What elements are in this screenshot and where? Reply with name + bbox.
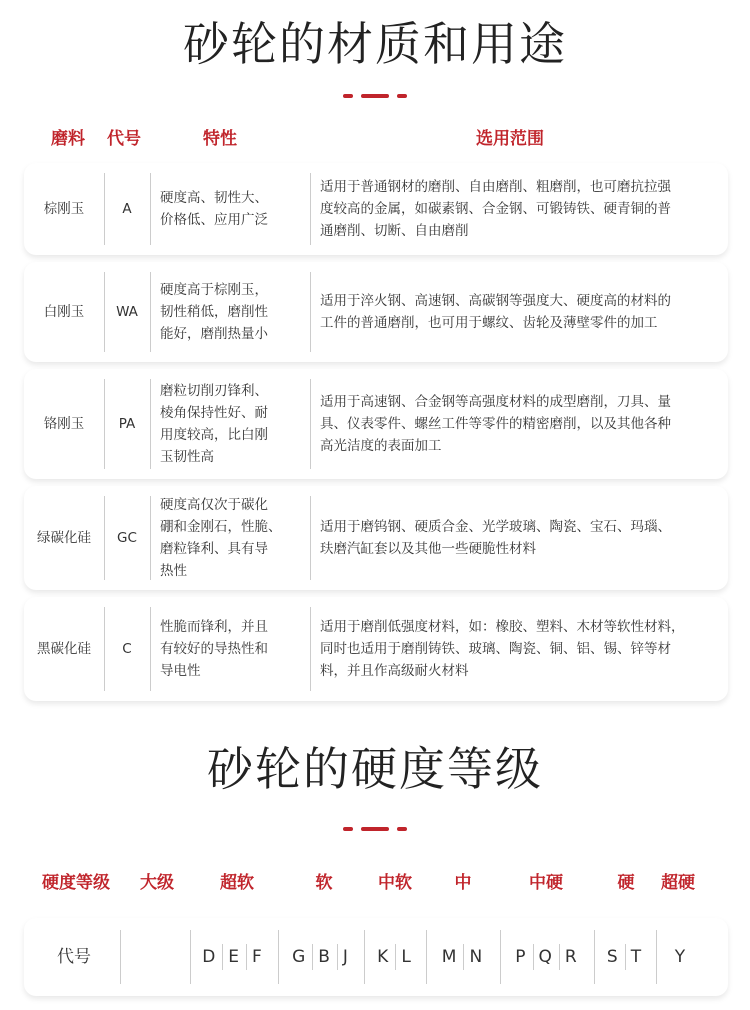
hardness-code-letter: F bbox=[246, 944, 267, 970]
material-row bbox=[24, 163, 728, 255]
hardness-header: 超硬 bbox=[661, 873, 695, 893]
column-divider bbox=[104, 173, 105, 245]
hardness-code-letter: M bbox=[441, 947, 457, 967]
hardness-code-letter: Y bbox=[674, 947, 686, 967]
hardness-code-letter: L bbox=[395, 944, 415, 970]
material-row bbox=[24, 486, 728, 590]
hardness-code-letter: T bbox=[625, 944, 646, 970]
title-decoration bbox=[0, 93, 750, 99]
page-title-material: 砂轮的材质和用途 bbox=[183, 17, 567, 71]
material-name: 绿碳化硅 bbox=[37, 530, 91, 546]
hardness-code-letter: S bbox=[606, 947, 618, 967]
material-row bbox=[24, 597, 728, 701]
hardness-header: 硬 bbox=[617, 873, 635, 893]
material-row bbox=[24, 262, 728, 362]
material-usage: 适用于淬火钢、高速钢、高碳钢等强度大、硬度高的材料的 工件的普通磨削，也可用于螺纹、齿轮及薄壁零件的加工 bbox=[320, 293, 671, 331]
column-divider bbox=[104, 496, 105, 580]
header-code: 代号 bbox=[107, 129, 141, 149]
hardness-code-letter: B bbox=[312, 944, 335, 970]
hardness-code-label: 代号 bbox=[57, 947, 91, 967]
hardness-code-group bbox=[190, 944, 274, 970]
hardness-header: 中硬 bbox=[529, 873, 563, 893]
hardness-header: 中 bbox=[454, 873, 472, 893]
hardness-code-letter: R bbox=[559, 944, 582, 970]
hardness-code-group bbox=[500, 944, 592, 970]
header-usage: 选用范围 bbox=[476, 129, 544, 149]
hardness-header: 软 bbox=[315, 873, 333, 893]
hardness-code-group bbox=[594, 944, 654, 970]
hardness-code-letter: N bbox=[463, 944, 487, 970]
column-divider bbox=[104, 379, 105, 469]
material-row bbox=[24, 369, 728, 479]
material-feature: 磨粒切削刃锋利、 棱角保持性好、耐 用度较高，比白刚 玉韧性高 bbox=[160, 383, 268, 465]
hardness-header: 大级 bbox=[140, 873, 174, 893]
material-code: A bbox=[122, 201, 132, 217]
hardness-code-letter: K bbox=[377, 947, 389, 967]
hardness-code-letter: E bbox=[222, 944, 244, 970]
material-feature: 硬度高于棕刚玉， 韧性稍低，磨削性 能好，磨削热量小 bbox=[160, 282, 268, 342]
material-name: 白刚玉 bbox=[43, 304, 85, 320]
column-divider bbox=[150, 173, 151, 245]
material-usage: 适用于磨钨钢、硬质合金、光学玻璃、陶瓷、宝石、玛瑙、 玞磨汽缸套以及其他一些硬脆性材料 bbox=[320, 519, 671, 557]
material-usage: 适用于磨削低强度材料，如：橡胶、塑料、木材等软性材料， 同时也适用于磨削铸铁、玻璃、陶瓷、铜、铝、锡、锌等材 料，并且作高级耐火材料 bbox=[320, 619, 685, 679]
hardness-code-group bbox=[426, 944, 498, 970]
column-divider bbox=[120, 930, 121, 984]
material-feature: 性脆而锋利，并且 有较好的导热性和 导电性 bbox=[160, 619, 268, 679]
column-divider bbox=[104, 607, 105, 691]
material-usage: 适用于高速钢、合金钢等高强度材料的成型磨削，刀具、量 具、仪表零件、螺丝工件等零件的精密磨削，以及其他各种 高光洁度的表面加工 bbox=[320, 394, 671, 454]
column-divider bbox=[310, 607, 311, 691]
material-code: WA bbox=[116, 304, 138, 320]
column-divider bbox=[310, 379, 311, 469]
material-code: PA bbox=[118, 416, 136, 432]
material-feature: 硬度高仅次于碳化 硼和金刚石，性脆、 磨粒锋利、具有导 热性 bbox=[160, 497, 282, 579]
hardness-header: 硬度等级 bbox=[42, 873, 110, 893]
hardness-header: 超软 bbox=[220, 873, 254, 893]
title-decoration bbox=[0, 826, 750, 832]
hardness-code-letter: D bbox=[202, 947, 216, 967]
hardness-code-card bbox=[24, 918, 728, 996]
hardness-code-group bbox=[278, 944, 362, 970]
column-divider bbox=[150, 496, 151, 580]
material-feature: 硬度高、韧性大、 价格低、应用广泛 bbox=[160, 190, 268, 228]
page-title-hardness: 砂轮的硬度等级 bbox=[207, 742, 543, 796]
column-divider bbox=[310, 272, 311, 352]
hardness-code-letter: P bbox=[515, 947, 526, 967]
hardness-header: 中软 bbox=[378, 873, 412, 893]
column-divider bbox=[150, 379, 151, 469]
column-divider bbox=[104, 272, 105, 352]
hardness-code-letter: J bbox=[337, 944, 353, 970]
material-name: 黑碳化硅 bbox=[37, 641, 91, 657]
hardness-code-letter: G bbox=[292, 947, 306, 967]
column-divider bbox=[310, 173, 311, 245]
column-divider bbox=[150, 272, 151, 352]
material-code: C bbox=[122, 641, 132, 657]
hardness-code-letter: Q bbox=[533, 944, 557, 970]
hardness-code-group bbox=[656, 944, 704, 970]
column-divider bbox=[150, 607, 151, 691]
material-name: 铬刚玉 bbox=[43, 416, 85, 432]
material-name: 棕刚玉 bbox=[43, 201, 85, 217]
column-divider bbox=[310, 496, 311, 580]
material-usage: 适用于普通钢材的磨削、自由磨削、粗磨削，也可磨抗拉强 度较高的金属，如碳素钢、合金钢、可锻铸铁、硬青铜的普 通磨削、切断、自由磨削 bbox=[320, 179, 671, 239]
header-material: 磨料 bbox=[51, 129, 85, 149]
hardness-code-group bbox=[364, 944, 424, 970]
header-feature: 特性 bbox=[203, 129, 237, 149]
material-code: GC bbox=[117, 530, 137, 546]
